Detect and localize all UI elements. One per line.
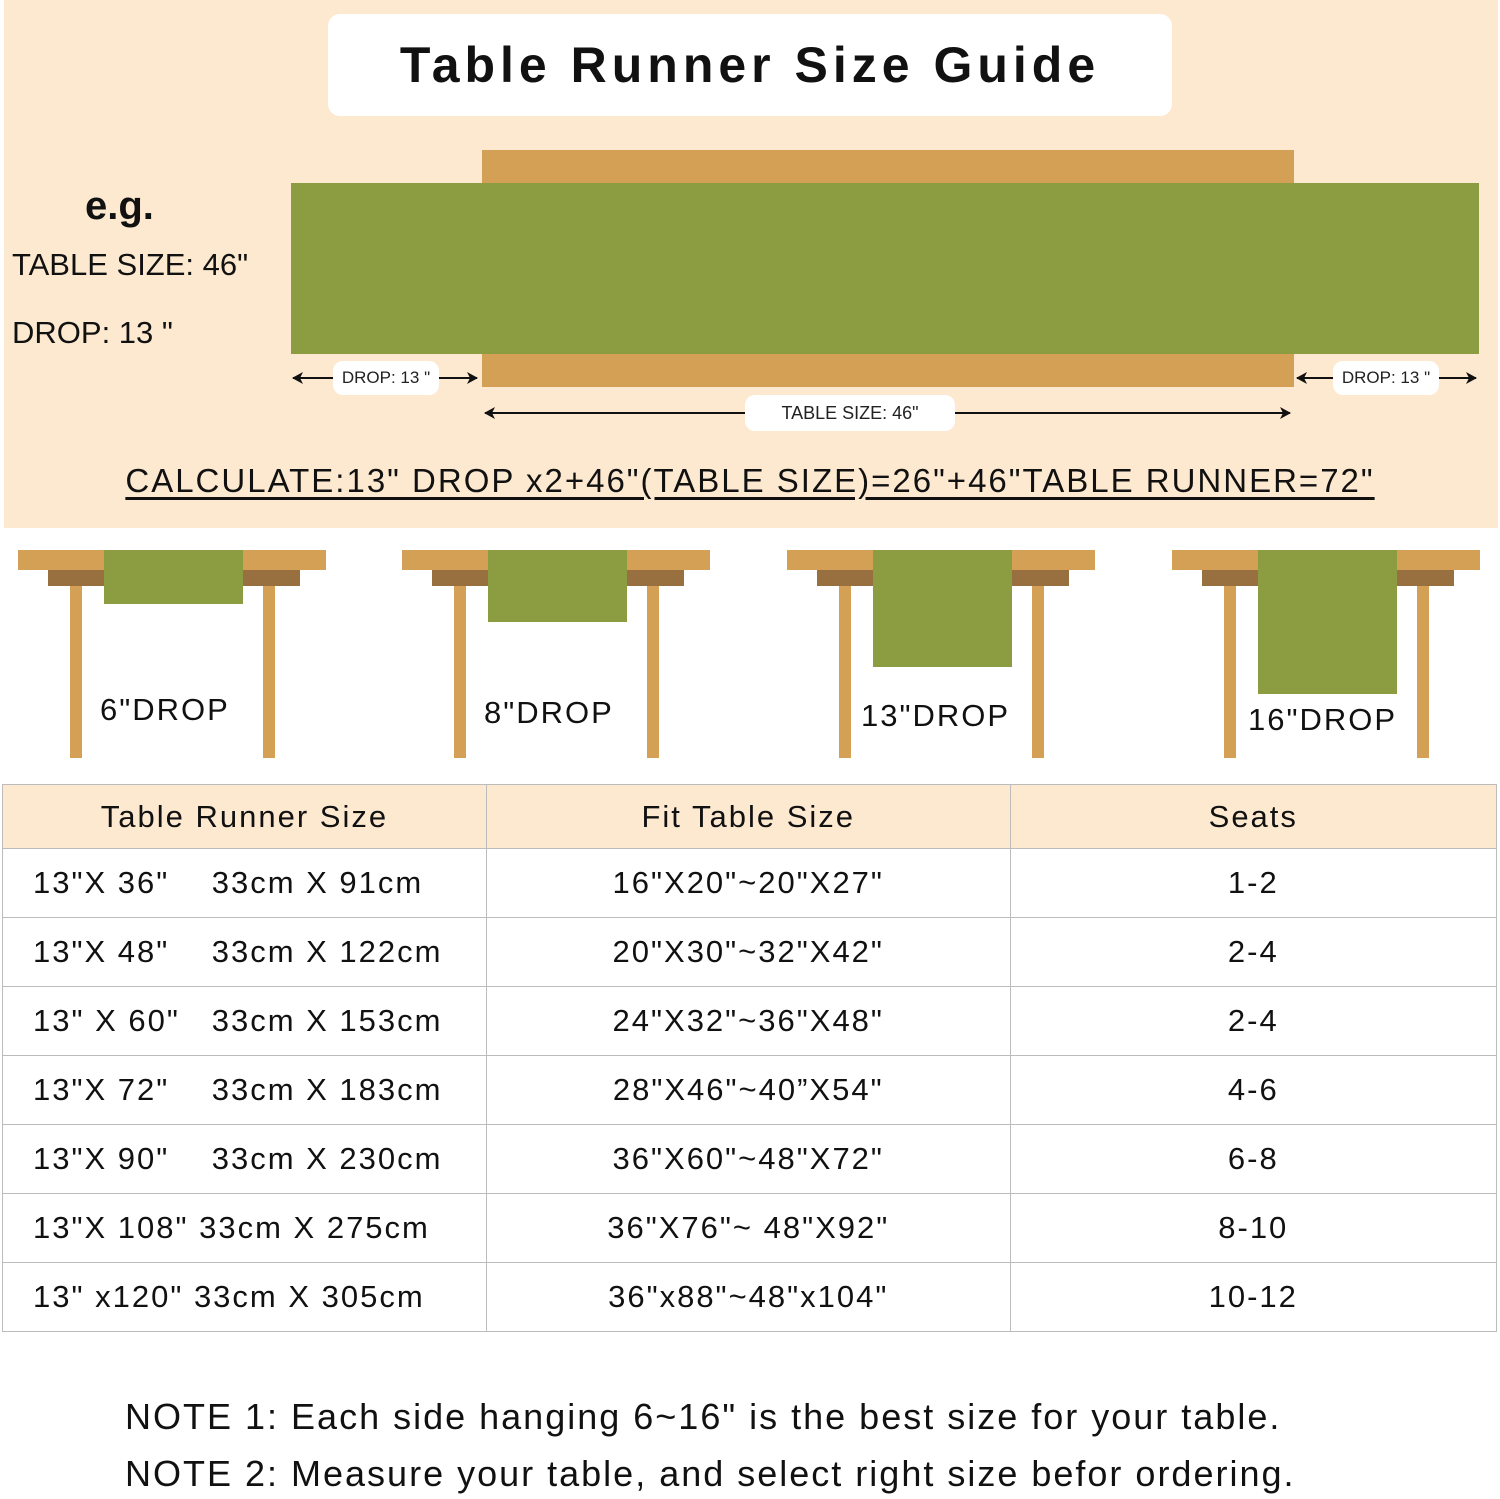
calculation-text: CALCULATE:13" DROP x2+46"(TABLE SIZE)=26"+46"TABLE RUNNER=72" xyxy=(125,462,1375,499)
table-row xyxy=(3,918,1497,987)
table-row xyxy=(3,1263,1497,1332)
page-title: Table Runner Size Guide xyxy=(399,37,1101,93)
table-leg xyxy=(647,586,659,758)
runner-drop xyxy=(873,550,1012,667)
fit-table-size-cell: 36"X76"~ 48"X92" xyxy=(486,1194,1010,1263)
header-runner-size: Table Runner Size xyxy=(3,785,487,849)
table-leg xyxy=(263,586,275,758)
table-row xyxy=(3,987,1497,1056)
drop-figure-6 xyxy=(18,548,328,760)
fit-table-size-cell: 36"x88"~48"x104" xyxy=(486,1263,1010,1332)
drop-figure-8 xyxy=(402,548,712,760)
drop-figure-16 xyxy=(1172,548,1482,760)
dimension-arrows xyxy=(0,0,1500,530)
fit-table-size-cell: 16"X20"~20"X27" xyxy=(486,849,1010,918)
table-size-pill: TABLE SIZE: 46" xyxy=(745,395,955,431)
seats-cell: 1-2 xyxy=(1010,849,1496,918)
header-seats: Seats xyxy=(1010,785,1496,849)
table-leg xyxy=(1032,586,1044,758)
table-leg xyxy=(70,586,82,758)
table-leg xyxy=(1224,586,1236,758)
table-leg xyxy=(454,586,466,758)
left-drop-pill: DROP: 13 " xyxy=(333,361,439,395)
runner-drop xyxy=(104,550,243,604)
runner-size-cell: 13"X 72" 33cm X 183cm xyxy=(3,1056,487,1125)
table-header-row xyxy=(3,785,1497,849)
runner-size-cell: 13"X 108" 33cm X 275cm xyxy=(3,1194,487,1263)
table-size-label: TABLE SIZE: 46" xyxy=(12,247,249,282)
drop-label: DROP: 13 " xyxy=(12,315,173,350)
size-table xyxy=(2,784,1497,1332)
drop-label-16: 16"DROP xyxy=(1248,702,1398,737)
runner-size-cell: 13" x120" 33cm X 305cm xyxy=(3,1263,487,1332)
drop-label-8: 8"DROP xyxy=(484,695,614,730)
seats-cell: 10-12 xyxy=(1010,1263,1496,1332)
drop-label-6: 6"DROP xyxy=(100,692,230,727)
fit-table-size-cell: 28"X46"~40”X54" xyxy=(486,1056,1010,1125)
table-leg xyxy=(1417,586,1429,758)
drop-label-13: 13"DROP xyxy=(861,698,1011,733)
seats-cell: 8-10 xyxy=(1010,1194,1496,1263)
table-row xyxy=(3,849,1497,918)
table-row xyxy=(3,1194,1497,1263)
runner-size-cell: 13"X 90" 33cm X 230cm xyxy=(3,1125,487,1194)
fit-table-size-cell: 24"X32"~36"X48" xyxy=(486,987,1010,1056)
table-leg xyxy=(839,586,851,758)
right-drop-pill: DROP: 13 " xyxy=(1333,361,1439,395)
seats-cell: 4-6 xyxy=(1010,1056,1496,1125)
fit-table-size-cell: 20"X30"~32"X42" xyxy=(486,918,1010,987)
runner-size-cell: 13" X 60" 33cm X 153cm xyxy=(3,987,487,1056)
runner-drop xyxy=(488,550,627,622)
seats-cell: 2-4 xyxy=(1010,987,1496,1056)
seats-cell: 6-8 xyxy=(1010,1125,1496,1194)
table-row xyxy=(3,1125,1497,1194)
drop-figure-13 xyxy=(787,548,1097,760)
eg-label: e.g. xyxy=(85,184,154,228)
note-2: NOTE 2: Measure your table, and select right size befor ordering. xyxy=(125,1453,1296,1494)
table-row xyxy=(3,1056,1497,1125)
note-1: NOTE 1: Each side hanging 6~16" is the best size for your table. xyxy=(125,1396,1282,1437)
fit-table-size-cell: 36"X60"~48"X72" xyxy=(486,1125,1010,1194)
runner-size-cell: 13"X 48" 33cm X 122cm xyxy=(3,918,487,987)
seats-cell: 2-4 xyxy=(1010,918,1496,987)
runner-size-cell: 13"X 36" 33cm X 91cm xyxy=(3,849,487,918)
header-fit-table-size: Fit Table Size xyxy=(486,785,1010,849)
runner-drop xyxy=(1258,550,1397,694)
